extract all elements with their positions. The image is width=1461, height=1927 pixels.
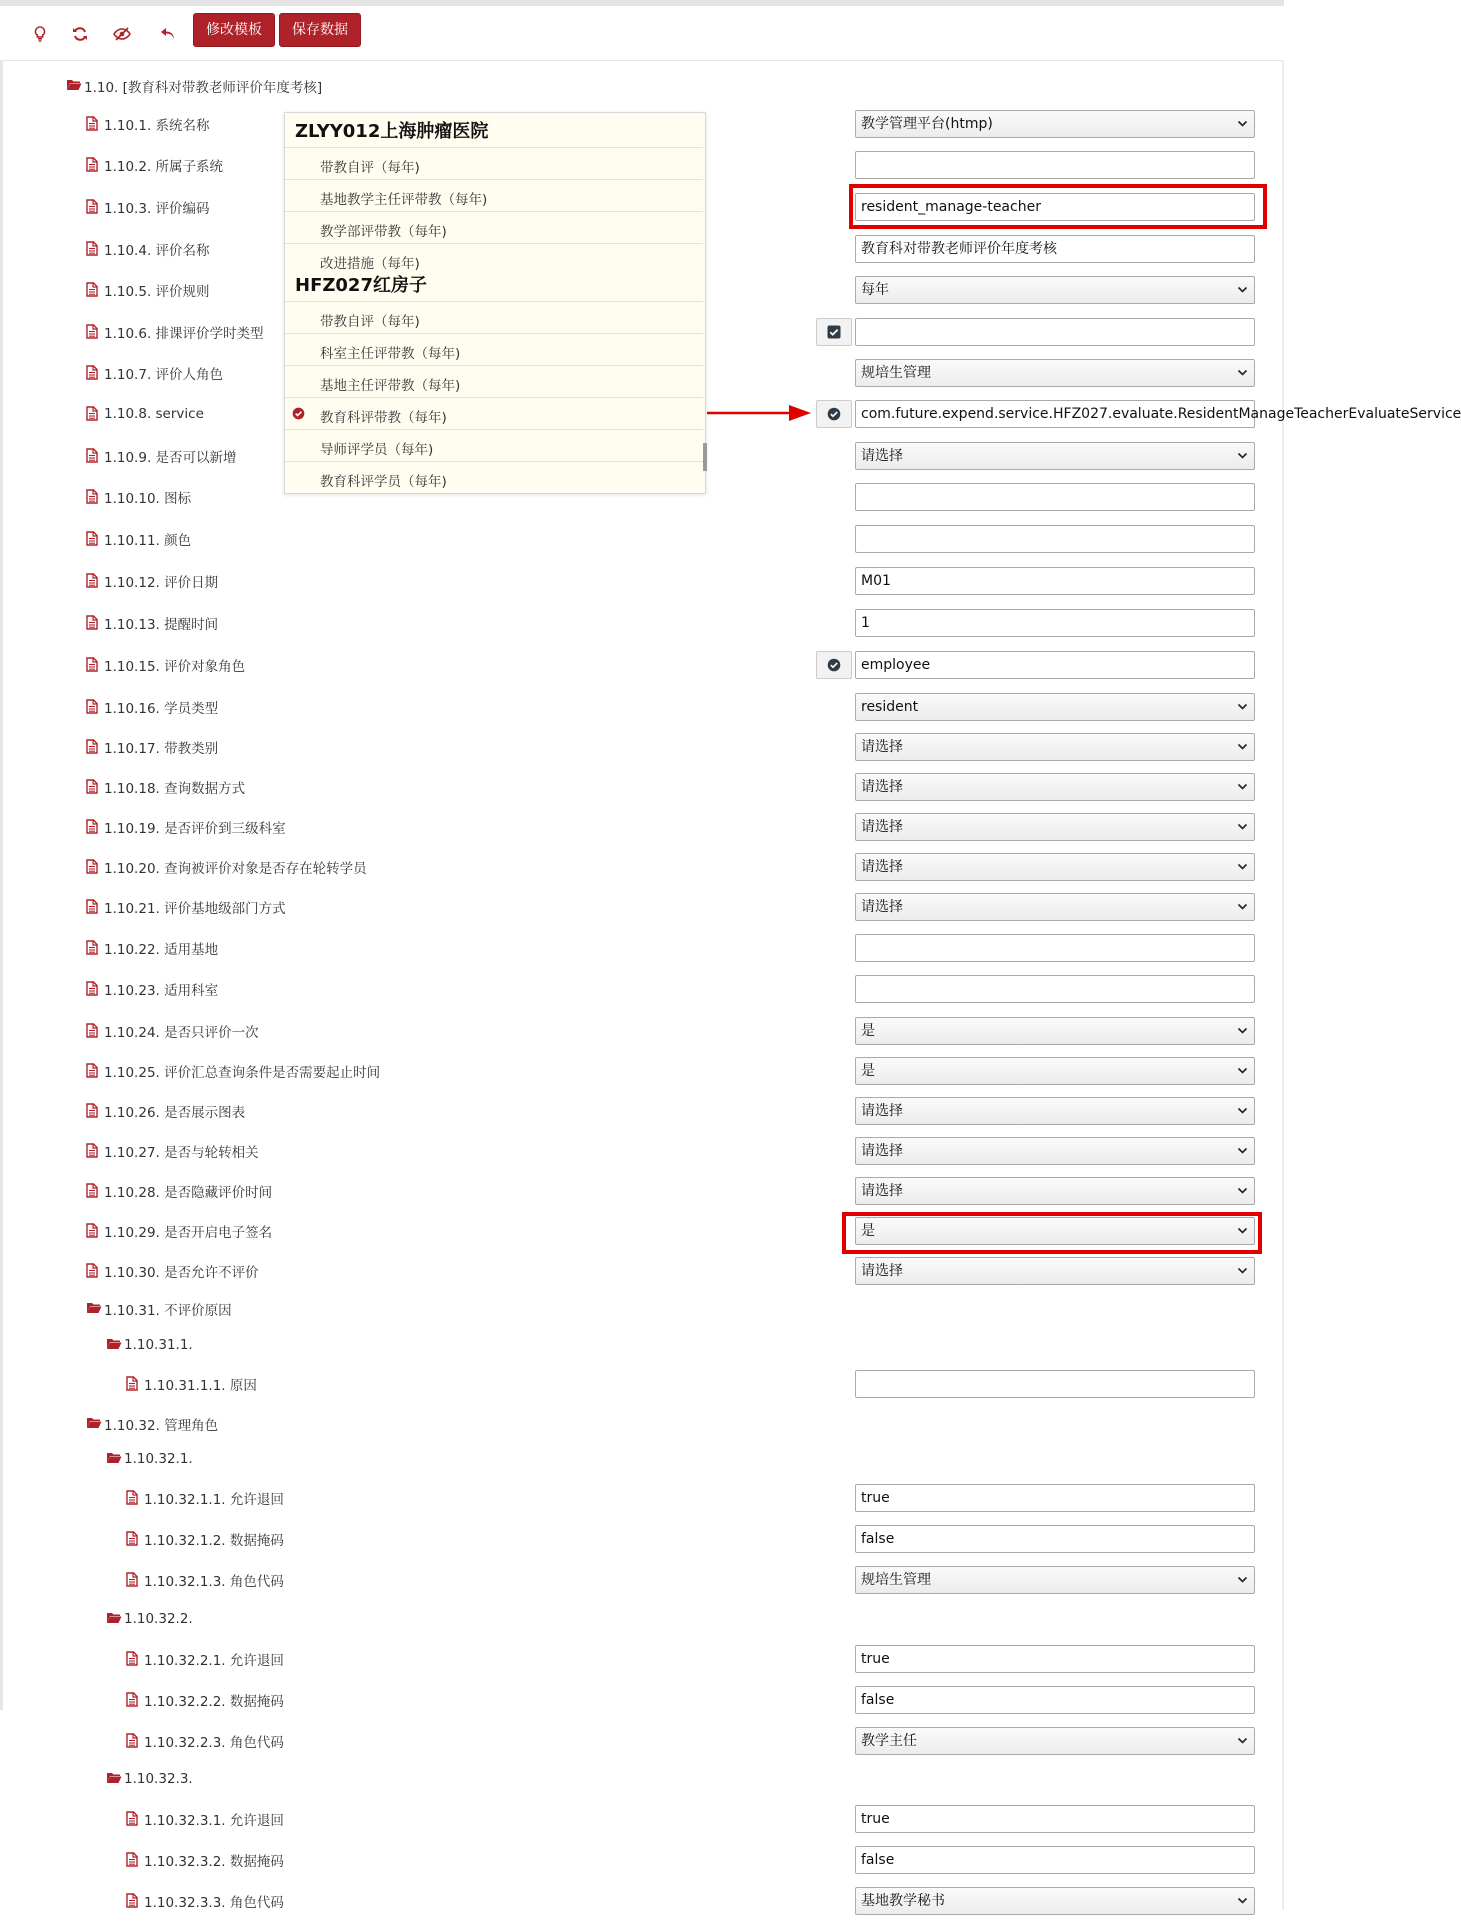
tree-leaf-node[interactable] xyxy=(86,1251,259,1291)
tree-node-label: 1.10.32.2. xyxy=(124,1611,193,1627)
chevron-down-icon xyxy=(1237,694,1248,729)
dropdown-option-label: 教育科评学员（每年) xyxy=(320,474,447,490)
tree-row xyxy=(0,1011,1284,1051)
tree-folder-row xyxy=(0,66,1284,106)
tree-leaf-node[interactable] xyxy=(86,312,264,352)
field-input[interactable] xyxy=(855,483,1255,511)
tree-node-label: 1.10.3. 评价编码 xyxy=(104,201,210,217)
file-text-icon xyxy=(86,1183,100,1199)
dropdown-option[interactable] xyxy=(285,147,703,180)
tree-node-label: 1.10.26. 是否展示图表 xyxy=(104,1105,246,1121)
file-text-icon xyxy=(86,819,100,835)
tree-node-label: 1.10.31. 不评价原因 xyxy=(104,1303,232,1319)
tree-node-label: 1.10.11. 颜色 xyxy=(104,533,192,549)
field-value: 请选择 xyxy=(861,1263,903,1279)
tree-leaf-node[interactable] xyxy=(86,394,204,434)
dropdown-option-label: 带教自评（每年) xyxy=(320,314,420,330)
field-value: 请选择 xyxy=(861,819,903,835)
check-circle-icon[interactable] xyxy=(816,400,852,428)
field-value: 教学主任 xyxy=(861,1733,917,1749)
file-text-icon xyxy=(86,615,100,631)
field-value: 教学管理平台(htmp) xyxy=(861,116,993,132)
dropdown-option[interactable] xyxy=(285,397,703,430)
field-value: M01 xyxy=(861,573,891,589)
dropdown-option-label: 教育科评带教（每年) xyxy=(320,410,447,426)
field-select[interactable] xyxy=(855,442,1255,470)
chevron-down-icon xyxy=(1237,1567,1248,1602)
chevron-down-icon xyxy=(1237,1018,1248,1053)
file-text-icon xyxy=(86,1263,100,1279)
tree-folder-node[interactable] xyxy=(66,66,322,106)
chevron-down-icon xyxy=(1237,1258,1248,1293)
file-text-icon xyxy=(86,859,100,875)
field-select[interactable] xyxy=(855,1566,1255,1594)
tree-leaf-node[interactable] xyxy=(86,270,210,310)
file-text-icon xyxy=(86,365,100,381)
field-value: 是 xyxy=(861,1223,875,1239)
tree-row xyxy=(0,1881,1284,1921)
field-value: 请选择 xyxy=(861,899,903,915)
chevron-down-icon xyxy=(1237,277,1248,312)
tree-row xyxy=(0,1364,1284,1404)
tree-row xyxy=(0,1091,1284,1131)
field-select[interactable] xyxy=(855,1727,1255,1755)
tree-folder-row xyxy=(0,1325,1284,1365)
edit-template-button[interactable]: 修改模板 xyxy=(193,13,275,47)
tree-node-label: 1.10.28. 是否隐藏评价时间 xyxy=(104,1185,273,1201)
field-value: employee xyxy=(861,657,931,673)
checkbox-square-icon[interactable] xyxy=(816,318,852,346)
tree-leaf-node[interactable] xyxy=(86,847,367,887)
tree-row xyxy=(0,561,1284,601)
tree-leaf-node[interactable] xyxy=(86,687,218,727)
field-input[interactable] xyxy=(855,151,1255,179)
tree-leaf-node[interactable] xyxy=(86,229,210,269)
tree-leaf-node[interactable] xyxy=(126,1721,284,1761)
eye-slash-icon[interactable] xyxy=(108,20,136,48)
dropdown-group-title: ZLYY012上海肿瘤医院 xyxy=(295,121,489,142)
tree-leaf-node[interactable] xyxy=(126,1519,284,1559)
tree-node-label: 1.10.32.3.3. 角色代码 xyxy=(144,1895,284,1911)
tree-node-label: 1.10.32.1.3. 角色代码 xyxy=(144,1574,284,1590)
folder-open-icon xyxy=(106,1337,120,1353)
field-value: 规培生管理 xyxy=(861,1572,931,1588)
tree-row xyxy=(0,1799,1284,1839)
undo-icon[interactable] xyxy=(154,20,182,48)
field-value: 是 xyxy=(861,1063,875,1079)
field-select[interactable] xyxy=(855,693,1255,721)
file-text-icon xyxy=(86,448,100,464)
dropdown-option[interactable] xyxy=(285,301,703,334)
tree-node-label: 1.10.2. 所属子系统 xyxy=(104,159,224,175)
tree-node-label: 1.10.18. 查询数据方式 xyxy=(104,781,246,797)
field-input[interactable] xyxy=(855,525,1255,553)
file-text-icon xyxy=(86,1143,100,1159)
tree-leaf-node[interactable] xyxy=(86,477,191,517)
tree-folder-row xyxy=(0,1439,1284,1479)
field-value: 规培生管理 xyxy=(861,365,931,381)
field-value: 1 xyxy=(861,615,870,631)
tree-row xyxy=(0,1251,1284,1291)
field-input[interactable] xyxy=(855,1686,1255,1714)
field-value: true xyxy=(861,1811,890,1827)
tree-node-label: 1.10. [教育科对带教老师评价年度考核] xyxy=(84,80,323,96)
tree-row xyxy=(0,1639,1284,1679)
tree-row xyxy=(0,767,1284,807)
field-input[interactable] xyxy=(855,1525,1255,1553)
highlight-box-code xyxy=(849,184,1267,229)
tree-row xyxy=(0,928,1284,968)
tree-row xyxy=(0,1680,1284,1720)
tree-node-label: 1.10.32. 管理角色 xyxy=(104,1418,219,1434)
field-input[interactable] xyxy=(855,235,1255,263)
file-text-icon xyxy=(86,657,100,673)
field-input[interactable] xyxy=(855,567,1255,595)
tree-node-label: 1.10.32.2.1. 允许退回 xyxy=(144,1653,284,1669)
tree-leaf-node[interactable] xyxy=(126,1639,284,1679)
tree-leaf-node[interactable] xyxy=(126,1840,284,1880)
tree-node-label: 1.10.32.1. xyxy=(124,1451,193,1467)
file-text-icon xyxy=(86,1223,100,1239)
tree-leaf-node[interactable] xyxy=(126,1478,284,1518)
field-value: resident_manage-teacher xyxy=(861,199,1041,215)
tree-leaf-node[interactable] xyxy=(86,519,191,559)
file-text-icon xyxy=(126,1692,140,1708)
field-input[interactable] xyxy=(855,1370,1255,1398)
lightbulb-icon[interactable] xyxy=(26,20,54,48)
chevron-down-icon xyxy=(1237,1138,1248,1173)
tree-leaf-node[interactable] xyxy=(86,187,210,227)
tree-row xyxy=(0,1840,1284,1880)
chevron-down-icon xyxy=(1237,1178,1248,1213)
tree-leaf-node[interactable] xyxy=(86,969,218,1009)
tree-node-label: 1.10.8. service xyxy=(104,406,204,422)
tree-leaf-node[interactable] xyxy=(86,807,286,847)
field-value: false xyxy=(861,1852,895,1868)
dropdown-option[interactable] xyxy=(285,365,703,398)
folder-open-icon xyxy=(86,1416,100,1432)
tree-folder-row xyxy=(0,1599,1284,1639)
file-text-icon xyxy=(86,199,100,215)
field-value: false xyxy=(861,1692,895,1708)
chevron-down-icon xyxy=(1237,774,1248,809)
chevron-down-icon xyxy=(1237,360,1248,395)
tree-node-label: 1.10.27. 是否与轮转相关 xyxy=(104,1145,259,1161)
file-text-icon xyxy=(86,573,100,589)
tree-folder-node[interactable] xyxy=(86,1404,218,1444)
tree-node-label: 1.10.21. 评价基地级部门方式 xyxy=(104,901,286,917)
tree-leaf-node[interactable] xyxy=(86,1211,272,1251)
chevron-down-icon xyxy=(1237,854,1248,889)
tree-folder-node[interactable] xyxy=(106,1325,193,1365)
tree-node-label: 1.10.4. 评价名称 xyxy=(104,243,210,259)
file-text-icon xyxy=(86,779,100,795)
field-value: 请选择 xyxy=(861,448,903,464)
file-text-icon xyxy=(86,406,100,422)
file-text-icon xyxy=(86,1063,100,1079)
tree-node-label: 1.10.15. 评价对象角色 xyxy=(104,659,246,675)
tree-node-label: 1.10.29. 是否开启电子签名 xyxy=(104,1225,273,1241)
tree-node-label: 1.10.17. 带教类别 xyxy=(104,741,219,757)
chevron-down-icon xyxy=(1237,443,1248,478)
field-input[interactable] xyxy=(855,1645,1255,1673)
tree-leaf-node[interactable] xyxy=(86,887,286,927)
field-input[interactable] xyxy=(855,934,1255,962)
field-value: true xyxy=(861,1490,890,1506)
tree-leaf-node[interactable] xyxy=(86,353,223,393)
chevron-down-icon xyxy=(1237,1098,1248,1133)
file-text-icon xyxy=(86,981,100,997)
dropdown-option[interactable] xyxy=(285,179,703,212)
field-input[interactable] xyxy=(855,1846,1255,1874)
file-text-icon xyxy=(86,940,100,956)
tree-node-label: 1.10.13. 提醒时间 xyxy=(104,617,219,633)
file-text-icon xyxy=(86,157,100,173)
tree-node-label: 1.10.9. 是否可以新增 xyxy=(104,450,237,466)
field-select[interactable] xyxy=(855,773,1255,801)
field-input[interactable] xyxy=(855,651,1255,679)
dropdown-option-label: 改进措施（每年) xyxy=(320,256,420,272)
folder-open-icon xyxy=(66,78,80,94)
dropdown-option-label: 带教自评（每年) xyxy=(320,160,420,176)
file-text-icon xyxy=(86,1103,100,1119)
chevron-down-icon xyxy=(1237,734,1248,769)
tree-leaf-node[interactable] xyxy=(86,1011,259,1051)
dropdown-scrollbar-thumb[interactable] xyxy=(703,443,707,471)
tree-node-label: 1.10.32.2.3. 角色代码 xyxy=(144,1735,284,1751)
tree-node-label: 1.10.7. 评价人角色 xyxy=(104,367,224,383)
tree-leaf-node[interactable] xyxy=(86,436,237,476)
folder-open-icon xyxy=(86,1301,100,1317)
chevron-down-icon xyxy=(1237,111,1248,146)
tree-node-label: 1.10.31.1.1. 原因 xyxy=(144,1378,257,1394)
dropdown-option[interactable] xyxy=(285,211,703,244)
field-select[interactable] xyxy=(855,1097,1255,1125)
tree-node-label: 1.10.32.2.2. 数据掩码 xyxy=(144,1694,284,1710)
tree-leaf-node[interactable] xyxy=(86,767,245,807)
file-text-icon xyxy=(86,241,100,257)
tree-row xyxy=(0,645,1284,685)
field-select[interactable] xyxy=(855,733,1255,761)
tree-leaf-node[interactable] xyxy=(86,1051,380,1091)
dropdown-option[interactable] xyxy=(285,461,703,494)
file-text-icon xyxy=(86,324,100,340)
tree-leaf-node[interactable] xyxy=(86,104,210,144)
file-text-icon xyxy=(126,1852,140,1868)
file-text-icon xyxy=(126,1733,140,1749)
tree-row xyxy=(0,1478,1284,1518)
tree-folder-row xyxy=(0,1404,1284,1444)
dropdown-option-label: 基地主任评带教（每年) xyxy=(320,378,461,394)
tree-leaf-node[interactable] xyxy=(86,1171,272,1211)
toolbar xyxy=(0,6,1284,61)
tree-node-label: 1.10.30. 是否允许不评价 xyxy=(104,1265,259,1281)
tree-row xyxy=(0,1721,1284,1761)
dropdown-option-label: 科室主任评带教（每年) xyxy=(320,346,461,362)
field-value: 基地教学秘书 xyxy=(861,1893,945,1909)
tree-row xyxy=(0,727,1284,767)
dropdown-group-title: HFZ027红房子 xyxy=(295,275,427,296)
chevron-down-icon xyxy=(1237,1888,1248,1923)
tree-node-label: 1.10.20. 查询被评价对象是否存在轮转学员 xyxy=(104,861,367,877)
tree-folder-node[interactable] xyxy=(106,1759,193,1799)
tree-node-label: 1.10.32.1.1. 允许退回 xyxy=(144,1492,284,1508)
chevron-down-icon xyxy=(1237,1058,1248,1093)
dropdown-option-label: 教学部评带教（每年) xyxy=(320,224,447,240)
annotation-arrow xyxy=(705,402,813,424)
save-data-button[interactable]: 保存数据 xyxy=(279,13,361,47)
tree-folder-node[interactable] xyxy=(86,1289,232,1329)
tree-row xyxy=(0,603,1284,643)
tree-leaf-node[interactable] xyxy=(86,928,218,968)
field-select[interactable] xyxy=(855,813,1255,841)
selected-check-icon xyxy=(292,407,305,424)
tree-row xyxy=(0,519,1284,559)
file-text-icon xyxy=(86,489,100,505)
file-text-icon xyxy=(126,1490,140,1506)
file-text-icon xyxy=(126,1531,140,1547)
highlight-box-signature xyxy=(842,1212,1262,1254)
tree-folder-node[interactable] xyxy=(106,1439,193,1479)
dropdown-option-label: 导师评学员（每年) xyxy=(320,442,434,458)
tree-node-label: 1.10.10. 图标 xyxy=(104,491,192,507)
field-value: 请选择 xyxy=(861,1103,903,1119)
field-select[interactable] xyxy=(855,853,1255,881)
field-value: com.future.expend.service.HFZ027.evaluate.ResidentManageTeacherEvaluateService xyxy=(861,406,1461,422)
tree-row xyxy=(0,1560,1284,1600)
tree-node-label: 1.10.25. 评价汇总查询条件是否需要起止时间 xyxy=(104,1065,381,1081)
file-text-icon xyxy=(86,699,100,715)
field-select[interactable] xyxy=(855,1057,1255,1085)
dropdown-option[interactable] xyxy=(285,333,703,366)
tree-row xyxy=(0,687,1284,727)
dropdown-option[interactable] xyxy=(285,429,703,462)
tree-leaf-node[interactable] xyxy=(126,1364,257,1404)
field-select[interactable] xyxy=(855,110,1255,138)
tree-node-label: 1.10.23. 适用科室 xyxy=(104,983,219,999)
tree-node-label: 1.10.32.3.2. 数据掩码 xyxy=(144,1854,284,1870)
tree-folder-row xyxy=(0,1759,1284,1799)
field-value: 教育科对带教老师评价年度考核 xyxy=(861,241,1057,257)
tree-node-label: 1.10.32.3.1. 允许退回 xyxy=(144,1813,284,1829)
field-select[interactable] xyxy=(855,893,1255,921)
field-value: 每年 xyxy=(861,282,889,298)
tree-folder-node[interactable] xyxy=(106,1599,193,1639)
tree-node-label: 1.10.32.3. xyxy=(124,1771,193,1787)
field-value: false xyxy=(861,1531,895,1547)
field-value: resident xyxy=(861,699,919,715)
tree-leaf-node[interactable] xyxy=(126,1560,284,1600)
field-input[interactable] xyxy=(855,400,1461,428)
refresh-icon[interactable] xyxy=(66,20,94,48)
file-text-icon xyxy=(126,1572,140,1588)
tree-node-label: 1.10.12. 评价日期 xyxy=(104,575,219,591)
field-value: true xyxy=(861,1651,890,1667)
tree-leaf-node[interactable] xyxy=(86,1131,259,1171)
tree-leaf-node[interactable] xyxy=(126,1680,284,1720)
tree-row xyxy=(0,1131,1284,1171)
field-value: 请选择 xyxy=(861,859,903,875)
dropdown-option-label: 基地教学主任评带教（每年) xyxy=(320,192,488,208)
field-value: 是 xyxy=(861,1023,875,1039)
tree-leaf-node[interactable] xyxy=(86,145,223,185)
tree-row xyxy=(0,1171,1284,1211)
tree-row xyxy=(0,807,1284,847)
folder-open-icon xyxy=(106,1451,120,1467)
chevron-down-icon xyxy=(1237,894,1248,929)
tree-row xyxy=(0,847,1284,887)
field-select[interactable] xyxy=(855,1177,1255,1205)
tree-row xyxy=(0,1051,1284,1091)
field-select[interactable] xyxy=(855,276,1255,304)
field-value: 请选择 xyxy=(861,1183,903,1199)
check-circle-icon[interactable] xyxy=(816,651,852,679)
tree-node-label: 1.10.6. 排课评价学时类型 xyxy=(104,326,264,342)
file-text-icon xyxy=(86,1023,100,1039)
tree-node-label: 1.10.31.1. xyxy=(124,1337,193,1353)
tree-leaf-node[interactable] xyxy=(86,645,245,685)
field-value: 请选择 xyxy=(861,1143,903,1159)
tree-node-label: 1.10.5. 评价规则 xyxy=(104,284,210,300)
tree-leaf-node[interactable] xyxy=(86,561,218,601)
file-text-icon xyxy=(126,1651,140,1667)
file-text-icon xyxy=(126,1893,140,1909)
tree-node-label: 1.10.24. 是否只评价一次 xyxy=(104,1025,259,1041)
tree-node-label: 1.10.32.1.2. 数据掩码 xyxy=(144,1533,284,1549)
tree-node-label: 1.10.1. 系统名称 xyxy=(104,118,210,134)
field-input[interactable] xyxy=(855,1805,1255,1833)
file-text-icon xyxy=(126,1376,140,1392)
file-text-icon xyxy=(126,1811,140,1827)
tree-leaf-node[interactable] xyxy=(126,1881,284,1921)
field-input[interactable] xyxy=(855,1484,1255,1512)
folder-open-icon xyxy=(106,1611,120,1627)
file-text-icon xyxy=(86,116,100,132)
field-select[interactable] xyxy=(855,1887,1255,1915)
field-input[interactable] xyxy=(855,609,1255,637)
field-select[interactable] xyxy=(855,1017,1255,1045)
field-value: 请选择 xyxy=(861,739,903,755)
file-text-icon xyxy=(86,899,100,915)
file-text-icon xyxy=(86,739,100,755)
tree-node-label: 1.10.22. 适用基地 xyxy=(104,942,219,958)
tree-row xyxy=(0,1519,1284,1559)
tree-row xyxy=(0,969,1284,1009)
chevron-down-icon xyxy=(1237,1728,1248,1763)
tree-folder-row xyxy=(0,1289,1284,1329)
tree-leaf-node[interactable] xyxy=(126,1799,284,1839)
field-input[interactable] xyxy=(855,975,1255,1003)
tree-row xyxy=(0,887,1284,927)
field-value: 请选择 xyxy=(861,779,903,795)
field-select[interactable] xyxy=(855,359,1255,387)
folder-open-icon xyxy=(106,1771,120,1787)
tree-leaf-node[interactable] xyxy=(86,603,218,643)
tree-node-label: 1.10.16. 学员类型 xyxy=(104,701,219,717)
service-dropdown-menu[interactable] xyxy=(284,112,706,494)
file-text-icon xyxy=(86,531,100,547)
chevron-down-icon xyxy=(1237,814,1248,849)
tree-node-label: 1.10.19. 是否评价到三级科室 xyxy=(104,821,286,837)
tree-leaf-node[interactable] xyxy=(86,727,218,767)
field-select[interactable] xyxy=(855,1257,1255,1285)
file-text-icon xyxy=(86,282,100,298)
field-select[interactable] xyxy=(855,1137,1255,1165)
tree-leaf-node[interactable] xyxy=(86,1091,245,1131)
field-input[interactable] xyxy=(855,318,1255,346)
